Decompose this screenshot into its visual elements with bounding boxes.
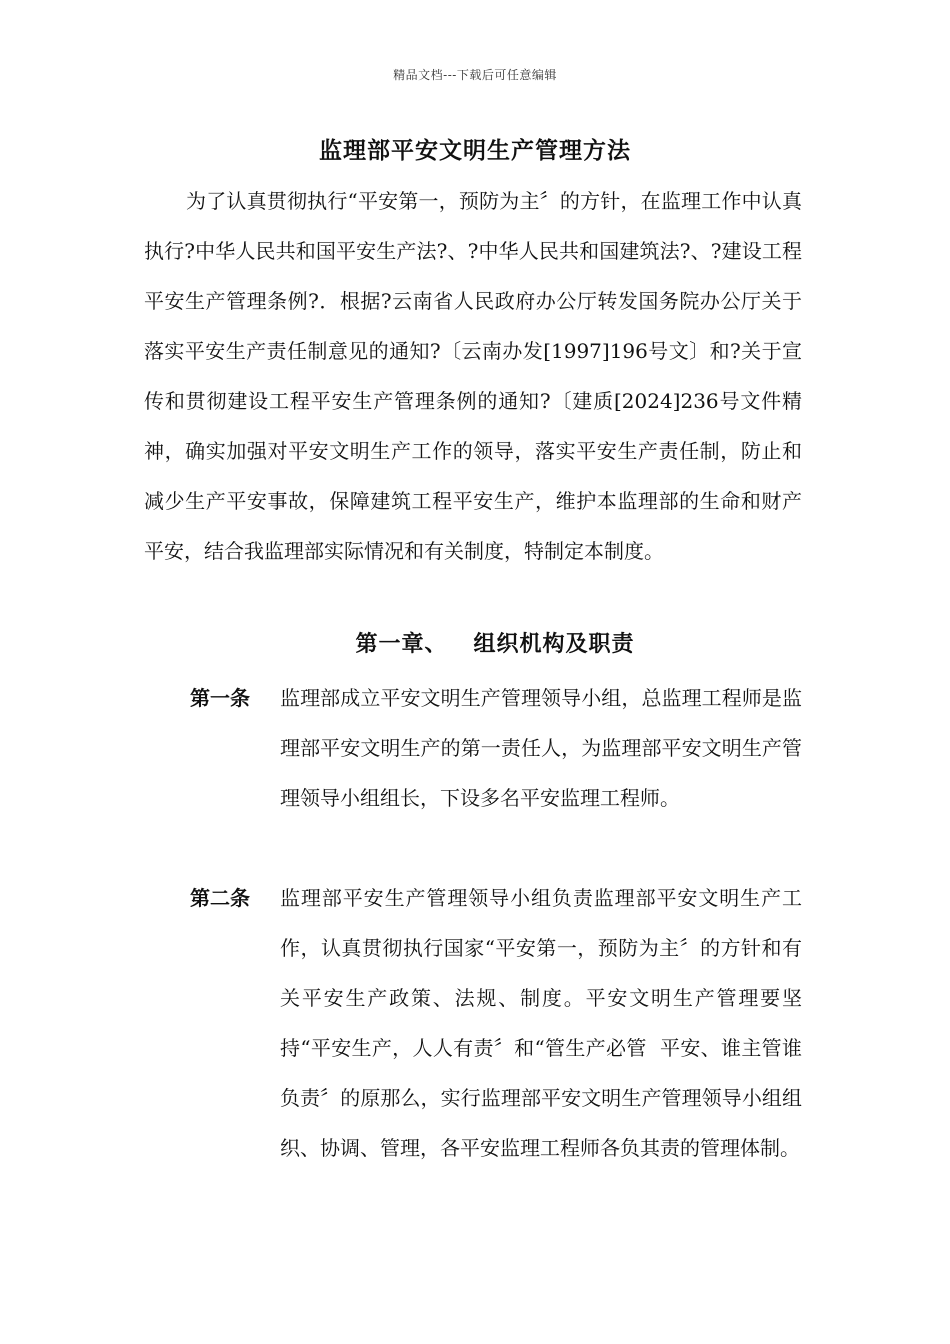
- chapter-title: 第一章、 组织机构及职责: [355, 631, 635, 657]
- article-label: 第一条: [190, 686, 250, 710]
- article-text: 监理部平安生产管理领导小组负责监理部平安文明生产工作，认真贯彻执行国家“平安第一，预防为主〞的方针和有关平安生产政策、法规、制度。平安文明生产管理要坚持“平安生产，人人有责〞和“管生产必管 平安、谁主管谁负责〞的原那么，实行监理部平安文明生产管理领导小组组织、协调、管理，各平安监理工程师各负其责的管理体制。: [280, 886, 802, 1160]
- intro-paragraph: 为了认真贯彻执行“平安第一，预防为主〞的方针，在监理工作中认真执行?中华人民共和国平安生产法?、?中华人民共和国建筑法?、?建设工程平安生产管理条例?．根据?云南省人民政府办公厅转发国务院办公厅关于落实平安生产责任制意见的通知?〔云南办发[1997]196号文〕和?关于宣传和贯彻建设工程平安生产管理条例的通知?〔建质[2024]236号文件精神，确实加强对平安文明生产工作的领导，落实平安生产责任制，防止和减少生产平安事故，保障建筑工程平安生产，维护本监理部的生命和财产平安，结合我监理部实际情况和有关制度，特制定本制度。: [144, 189, 802, 563]
- article-text: 监理部成立平安文明生产管理领导小组，总监理工程师是监理部平安文明生产的第一责任人，为监理部平安文明生产管理领导小组组长，下设多名平安监理工程师。: [280, 686, 802, 810]
- page-header-note: 精品文档---下载后可任意编辑: [393, 68, 557, 82]
- document-title: 监理部平安文明生产管理方法: [319, 137, 631, 164]
- article-label: 第二条: [190, 886, 250, 910]
